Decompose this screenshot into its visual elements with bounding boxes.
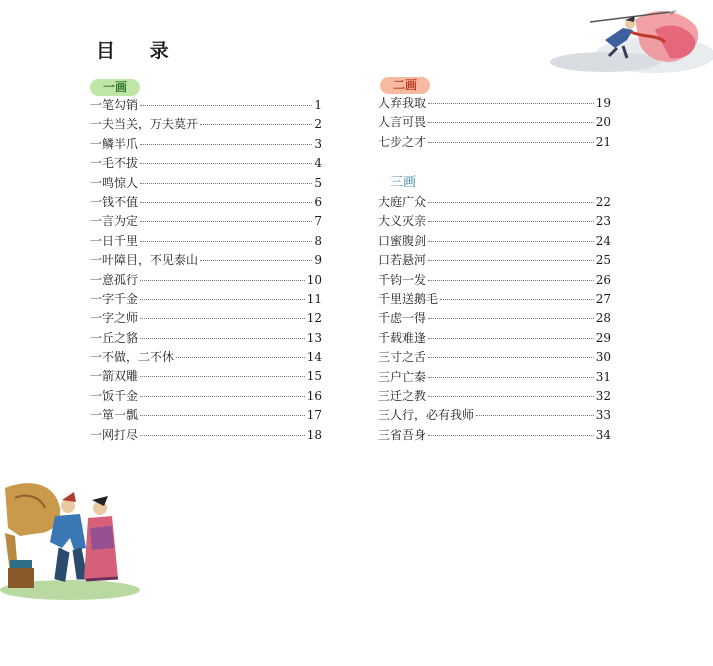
toc-entry[interactable]: 一不做，二不休 14	[90, 350, 322, 365]
toc-list-three	[378, 193, 611, 445]
section-badge-two: 二画	[380, 77, 430, 94]
toc-entry[interactable]: 一意孤行 10	[90, 272, 322, 287]
toc-entry[interactable]: 一箭双雕 15	[90, 369, 322, 384]
toc-entry[interactable]: 一叶障目，不见泰山 9	[90, 253, 322, 268]
toc-entry[interactable]: 千钧一发 26	[378, 272, 611, 287]
toc-entry[interactable]: 口若悬河 25	[378, 253, 611, 268]
toc-list-one	[90, 96, 322, 445]
toc-entry[interactable]: 一笔勾销 1	[90, 98, 322, 112]
toc-entry[interactable]: 三迁之教 32	[378, 388, 611, 403]
figures-illustration	[0, 478, 150, 603]
toc-entry[interactable]: 七步之才 21	[378, 134, 611, 149]
toc-entry[interactable]: 口蜜腹剑 24	[378, 233, 611, 248]
toc-entry[interactable]: 千载难逢 29	[378, 330, 611, 345]
toc-entry[interactable]: 一字之师 12	[90, 311, 322, 326]
toc-entry[interactable]: 三省吾身 34	[378, 427, 611, 442]
toc-entry[interactable]: 三寸之舌 30	[378, 350, 611, 365]
toc-entry[interactable]: 一钱不值 6	[90, 194, 322, 209]
toc-entry[interactable]: 千里送鹅毛 27	[378, 291, 611, 306]
warrior-illustration	[505, 0, 713, 80]
toc-entry[interactable]: 人弃我取 19	[378, 96, 611, 110]
toc-list-two	[378, 94, 611, 152]
toc-entry[interactable]: 一丘之貉 13	[90, 330, 322, 345]
toc-entry[interactable]: 一饭千金 16	[90, 388, 322, 403]
toc-entry[interactable]: 一日千里 8	[90, 233, 322, 248]
toc-entry[interactable]: 千虑一得 28	[378, 311, 611, 326]
toc-entry[interactable]: 人言可畏 20	[378, 115, 611, 130]
toc-entry[interactable]: 一鸣惊人 5	[90, 175, 322, 190]
toc-entry[interactable]: 一言为定 7	[90, 214, 322, 229]
page-title: 目 录	[96, 40, 183, 62]
section-badge-one: 一画	[90, 79, 140, 96]
toc-entry[interactable]: 一网打尽 18	[90, 427, 322, 442]
toc-entry[interactable]: 一字千金 11	[90, 291, 322, 306]
toc-entry[interactable]: 一箪一瓢 17	[90, 408, 322, 423]
toc-entry[interactable]: 一夫当关，万夫莫开 2	[90, 117, 322, 132]
toc-entry[interactable]: 大义灭亲 23	[378, 214, 611, 229]
toc-entry[interactable]: 三人行，必有我师 33	[378, 408, 611, 423]
section-badge-three: 三画	[390, 175, 417, 190]
toc-entry[interactable]: 三户亡秦 31	[378, 369, 611, 384]
toc-entry[interactable]: 一毛不拔 4	[90, 156, 322, 171]
toc-entry[interactable]: 大庭广众 22	[378, 195, 611, 209]
toc-entry[interactable]: 一鳞半爪 3	[90, 136, 322, 151]
